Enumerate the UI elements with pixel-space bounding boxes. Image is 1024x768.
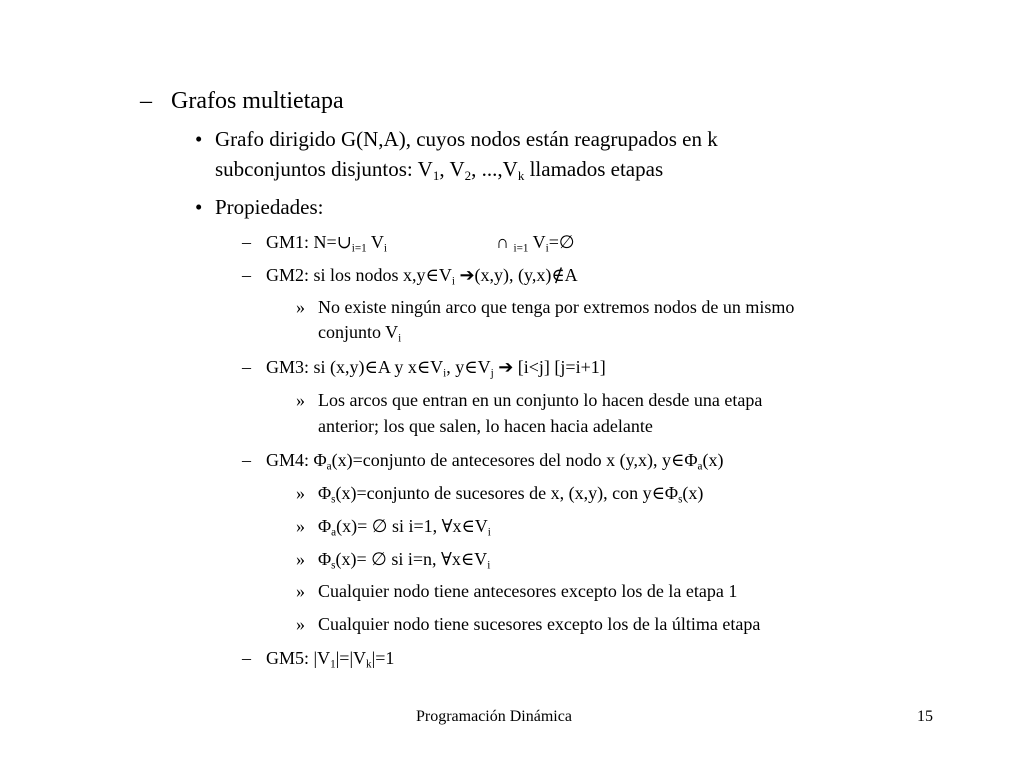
subscript: i [443,367,447,380]
raquo-marker: » [296,581,305,601]
bullet-grafo-dirigido-line2 [215,157,663,182]
gm4-note-phi-a-empty [318,516,491,537]
dash-marker: – [242,265,251,285]
property-gm3 [266,357,606,378]
text-part: (x) [682,483,704,503]
raquo-marker: » [296,516,305,536]
subscript: i [383,242,388,255]
text-part: V [366,232,384,252]
subscript: a [326,460,332,473]
subscript: s [678,493,683,506]
text-part: |=1 [371,648,395,668]
property-gm1 [266,232,387,253]
text-part: GM3: si (x,y)∈A y x∈V [266,357,444,377]
text-part: , y∈V [446,357,491,377]
bullet-propiedades: Propiedades: [215,195,324,219]
text-part: , V [439,157,465,181]
subscript: 1 [330,658,336,671]
subscript: s [331,559,336,572]
text-part: (x)=conjunto de sucesores de x, (x,y), con y∈Φ [335,483,679,503]
subscript: 2 [464,168,472,184]
text-part: Φ [318,483,332,503]
subscript: i [451,275,455,288]
footer-title: Programación Dinámica [416,708,572,725]
subscript: k [366,658,372,671]
subscript: s [331,493,336,506]
dash-marker: – [242,232,251,252]
subscript: a [697,460,703,473]
text-part: , ...,V [471,157,518,181]
text-part: Φ [318,516,332,536]
gm4-note-sucesores [318,483,703,504]
subscript: i [398,332,402,345]
text-part: ➔ [i<j] [j=i+1] [493,357,606,377]
text-part: =∅ [548,232,575,252]
raquo-marker: » [296,297,305,317]
raquo-marker: » [296,614,305,634]
text-part: GM4: Φ [266,450,327,470]
property-gm1-intersection [496,232,575,253]
text-part: (x)= ∅ si i=1, ∀x∈V [336,516,488,536]
gm4-note-sucesores-ultima: Cualquier nodo tiene sucesores excepto los de la última etapa [318,614,761,634]
text-part: (x)=conjunto de antecesores del nodo x (y,x), y∈Φ [331,450,698,470]
gm2-note-line2 [318,322,401,343]
dash-marker: – [140,88,152,114]
text-part: GM2: si los nodos x,y∈V [266,265,452,285]
text-part: llamados etapas [524,157,664,181]
property-gm5 [266,648,394,669]
raquo-marker: » [296,390,305,410]
subscript: i=1 [351,242,367,255]
dash-marker: – [242,450,251,470]
subscript: 1 [432,168,440,184]
bullet-marker: • [195,127,203,151]
gm2-note-line1: No existe ningún arco que tenga por extremos nodos de un mismo [318,297,795,317]
subscript: i [487,559,491,572]
text-part: Φ [318,549,332,569]
gm3-note-line1: Los arcos que entran en un conjunto lo hacen desde una etapa [318,390,763,410]
text-part: (x)= ∅ si i=n, ∀x∈V [335,549,488,569]
gm4-note-phi-s-empty [318,549,490,570]
subscript: a [331,526,337,539]
text-part: |=|V [335,648,367,668]
text-part: subconjuntos disjuntos: V [215,157,433,181]
property-gm2 [266,265,578,286]
text-part: GM5: |V [266,648,331,668]
bullet-marker: • [195,195,203,219]
subscript: i [487,526,491,539]
subscript: i [545,242,549,255]
page-number: 15 [917,708,933,725]
property-gm4 [266,450,723,471]
text-part: V [528,232,546,252]
heading-grafos-multietapa: Grafos multietapa [171,88,344,114]
subscript: k [517,168,525,184]
text-part: ∩ [496,232,514,252]
raquo-marker: » [296,483,305,503]
bullet-grafo-dirigido-line1: Grafo dirigido G(N,A), cuyos nodos están reagrupados en k [215,127,718,151]
gm3-note-line2: anterior; los que salen, lo hacen hacia adelante [318,416,653,436]
subscript: i=1 [513,242,529,255]
text-part: (x) [702,450,724,470]
gm4-note-antecesores: Cualquier nodo tiene antecesores excepto los de la etapa 1 [318,581,738,601]
text-part: GM1: N=∪ [266,232,352,252]
subscript: j [490,367,494,380]
dash-marker: – [242,357,251,377]
dash-marker: – [242,648,251,668]
raquo-marker: » [296,549,305,569]
text-part: ➔(x,y), (y,x)∉A [454,265,578,285]
text-part: conjunto V [318,322,399,342]
